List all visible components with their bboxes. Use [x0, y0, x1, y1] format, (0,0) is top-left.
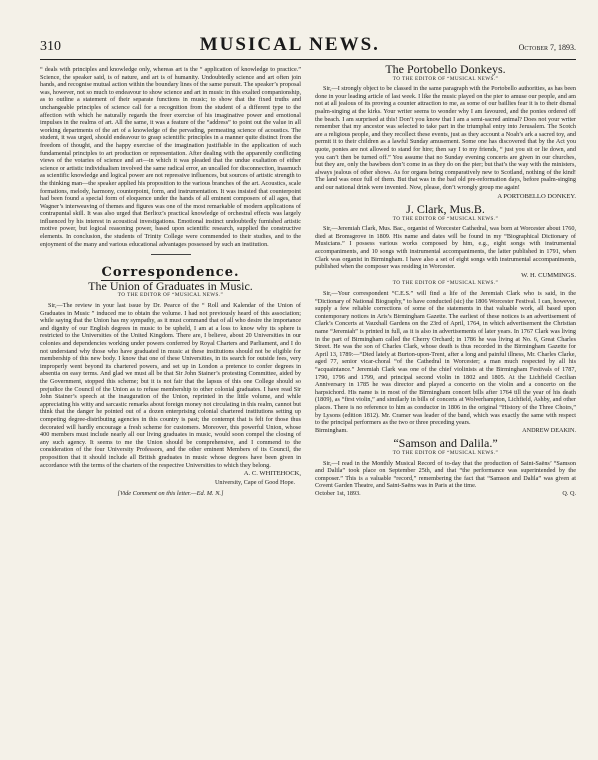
- union-article-title: The Union of Graduates in Music.: [88, 278, 253, 293]
- columns: [40, 62, 576, 498]
- clark-signature: W. H. CUMMINGS.: [521, 271, 576, 279]
- masthead: [40, 34, 576, 60]
- lecture-continuation: “ deals with principles and knowledge only, whereas art is the “ application of knowledge to practice.” Science, the speaker said, is of nature, and art is of humanity. Undoubtedly science and art often join hands, and recognise mutual action within the boundary lines of the same pursuit. The speaker’s proposal was, however, not so much to endeavour to show science and art in music in this exalted companionship, as to outline a statement of their separate functions in music; to show that the fixed truths and unchangeable principles of science call for a recognition from the student of a different type to the affection with which he naturally regards the freer exercise of his imaginative power and emotional impulses in the realms of art. All the same, it was a feature of the “address” to point out the value in all working departments of the art of a knowledge of the pervading, permeating science of acoustics. The student, it was urged, should endeavour to grasp scientific principles in a manner quite distinct from the freedom of thought, and the happy exercise of the imagination justifiable in the application of such fundamental principles to art production or representation. After dealing with the apparently conflicting views of the votaries of science and art—in which it was pleaded that the undue exaltation of either science or artistic individualism involved the same radical error, an uncalled for disconnection, inasmuch as scientific knowledge and logical power are not repressive influences, but sources of artistic strength to the thinking man—the speaker applied his proposition to the various branches of the art. Acoustics, scale formations, melody, harmony, counterpoint, form, and instrumentation. It was insisted that counterpoint had been found a special form of eloquence under the hands of all eminent composers of all ages, that Wagner’s interweaving of themes and figures was one of the most remarkable of modern applications of contrapuntal skill. It was also urged that Berlioz’s practical knowledge of orchestral effects was largely influenced by his interest in acoustical investigations. Emotional instinct undoubtedly furnished artistic motive power, but logical reasoning power, based upon scientific research, supplied the constructive elements. In conclusion, the students of Trinity College were commended to their studies, and to the enjoyment of the many and various educational advantages possessed by such an institution.: [40, 66, 301, 248]
- samson-letter-body: Sir,—I read in the Monthly Musical Record of to-day that the production of Saint-Saëns’ “Samson and Dalila” took place on September 25th, and that “the performance was superintended by the composer.” This is a valuable “record,” remembering the fact that “Samson and Dalila” was given at Covent Garden Theatre, and Saint-Saëns was in Paris at the time.: [315, 459, 576, 490]
- section-divider: [151, 254, 191, 255]
- right-column: [315, 62, 576, 498]
- page-number: 310: [40, 39, 61, 54]
- clark2-signature: ANDREW DEAKIN.: [522, 426, 576, 434]
- issue-date: October 7, 1893.: [518, 43, 576, 52]
- donkeys-letter-body: Sir,—I strongly object to be classed in the same paragraph with the Portobello authorities, as has been done in your leading article of last week. I like the music played on the pier to amuse our people, and am not at all jealous of its proving a counter attraction to me, as some of our baillies fear it is to their dismal psalm-singing at the kirks. Your writer seems to wonder why I am favoured, and the ponies ordered off the beach. I am surprised at this! Don’t you know that I am a semi-sacred animal? Does not your writer remember that my ancestor was selected to take part in the triumphal entry into Jerusalem. The Scotch are a religious people, and they recollect these events, just as they account a Noah’s ark a sacred toy, and permit it to their children as a lawful Sunday amusement. Some one has discovered that by the Act you quote, ponies are not allowed to stand for hire; then say I to my friends, “ just you sit or lie down, and you can’t then be turned off.” You assume that no Sunday evening concerts are given in our churches, but they are, only the bawbees don’t come in as they do on the pier; but that’s the way with the ministers, always jealous of other shows. As for organs being comparatively new to Scotland, nothing of the kind! The land was once full of them. But that was in the bad old pre-reformation days, before psalm-singing and our national drink were invented. Now, please, don’t wrongly group me again!: [315, 85, 576, 191]
- left-column: [40, 66, 301, 498]
- clark-letter-body: Sir,—Jeremiah Clark, Mus. Bac., organist of Worcester Cathedral, was born at Worcester about 1760, died at Bromsgrove in 1809. His name and dates will be found in my “Biographical Dictionary of Musicians.” I possess various works composed by him, e.g., eight songs with instrumental accompaniments, and 10 songs with instrumental accompaniments, the latter published in 1791, when Clark was organist in Birmingham. I have also a set of eight songs with instrumental accompaniments, published when the composer was residing in Worcester.: [315, 225, 576, 271]
- donkeys-article-title: The Portobello Donkeys.: [385, 62, 506, 76]
- samson-signoff: [315, 490, 576, 498]
- journal-title: MUSICAL NEWS.: [199, 34, 380, 55]
- clark2-subhead: TO THE EDITOR OF “MUSICAL NEWS.”: [392, 280, 499, 287]
- clark2-letter-body: Sir,—Your correspondent “C.E.S.” will find a life of the Jeremiah Clark who is said, in the “Dictionary of National Biography,” to have conducted (sic) the 1806 Worcester Festival. I can, however, supply a few reliable corrections of some of the statements in that valuable work, all based upon contemporary notices in Aris’s Birmingham Gazette. The earliest of these notices is an advertisement of Clark’s Concerts at Vauxhall Gardens on the 23rd of April, 1764, in which advertisement the Christian name “Jeremiah” is printed in full, as it is also in advertisements of later years. In 1767 Clark was living in the part of Birmingham called the Cherry Orchard; in 1786 he was living at No. 6, Great Charles Street. He was the son of Charles Clark, whose death is thus recorded in the Birmingham Gazette for April 13, 1789:—“Died lately at Burton-upon-Trent, after a long and painful illness, Mr. Charles Clarke, aged 77, senior vicar-choral “of the Cathedral in Worcester; a man much respected by all his “acquaintance.” Jeremiah Clark was one of the chief violinists at the Birmingham Festivals of 1787, 1790, 1796 and 1799, and principal second violin in 1802 and 1805. At the Lichfield Cecilian Anniversary in 1785 he was director and played a concerto on the violin and a concerto on the harpsichord. His name is in most of the Birmingham concert bills after 1764 till the year of his death (1809), as “first violin,” and similarly in bills of concerts at Wolverhampton, Lichfield, Ashby, and other places. There is no reference to him as conductor in 1806 in the original “History of the Three Choirs,” by Lysons (edition 1812). Mr. Cramer was leader of the band, which was exactly the same with respect to the principal performers as the two or three preceding years.: [315, 290, 576, 427]
- samson-subhead: TO THE EDITOR OF “MUSICAL NEWS.”: [392, 449, 499, 456]
- clark2-signoff: [315, 427, 576, 435]
- union-signature-location: University, Cape of Good Hope.: [214, 478, 295, 486]
- clark-subhead: TO THE EDITOR OF “MUSICAL NEWS.”: [392, 215, 499, 222]
- samson-article-title: “Samson and Dalila.”: [393, 436, 498, 451]
- clark-article-title: J. Clark, Mus.B.: [406, 202, 485, 217]
- clark2-place: Birmingham.: [315, 426, 348, 434]
- samson-signature: Q. Q.: [562, 489, 576, 497]
- editor-note: [Vide Comment on this letter.—Ed. M. N.]: [117, 490, 224, 498]
- donkeys-subhead: TO THE EDITOR OF “MUSICAL NEWS.”: [392, 75, 499, 82]
- correspondence-heading: Correspondence.: [101, 265, 240, 281]
- union-subhead: TO THE EDITOR OF “MUSICAL NEWS.”: [117, 292, 224, 299]
- samson-date: October 1st, 1893.: [315, 489, 361, 497]
- donkeys-signature: A PORTOBELLO DONKEY.: [497, 192, 576, 200]
- union-signature: A. C. WHITEHOCK,: [243, 470, 301, 478]
- union-letter-body: Sir,—The review in your last issue by Dr. Pearce of the “ Roll and Kalendar of the Union of Graduates in Music ” induced me to obtain the volume. I had not previously heard of this association; while saying that the Union has my sympathy, as it must command that of all who desire the importance and dignity of our English degrees in music to be upheld, I am at a loss to know why its sphere is restricted to the Universities of the United Kingdom. There are, I believe, about 20 Universities in our colonies and dependencies working under powers conferred by Royal Charters and Parliament, and I do not understand why those who have graduated in music at these institutions should not be eligible for membership of this new body. I know that one of these Universities, in its search for outside fees, very improperly went beyond its chartered powers, and set up in London a pretence to confer degrees in absentia on easy terms. And glad we must all be that Sir John Stainer’s protesting Committee, aided by the Government, stopped this scheme; but it is not fair that the lapsus of this one College should so prejudice the Council of the Union as to refuse membership to other colonial graduates. I have read Sir John Stainer’s speech at the inauguration of the Union, reprinted in the little volume, and while appreciating his witty and sarcastic remarks about foreign money not circulating in this realm, cannot but think that the danger he pointed out of a dozen enterprising colonial chartered institutions setting up competing degree-distributing agencies in this country is past; the contempt that is felt for those thus decorated will hardly encourage a fresh scheme for customers. Moreover, this powerful Union, whose 400 members must include nearly all our living graduates in music, would soon compel the closing of any such agency. It seems to me the Union should be comprehensive, and I commend to the consideration of the four University Professors, and the other eminent Members of its Council, the proposition that it should include all British graduates in music whose degrees have been given in accordance with the terms of the charters of the respective Universities to which they belong.: [40, 302, 301, 469]
